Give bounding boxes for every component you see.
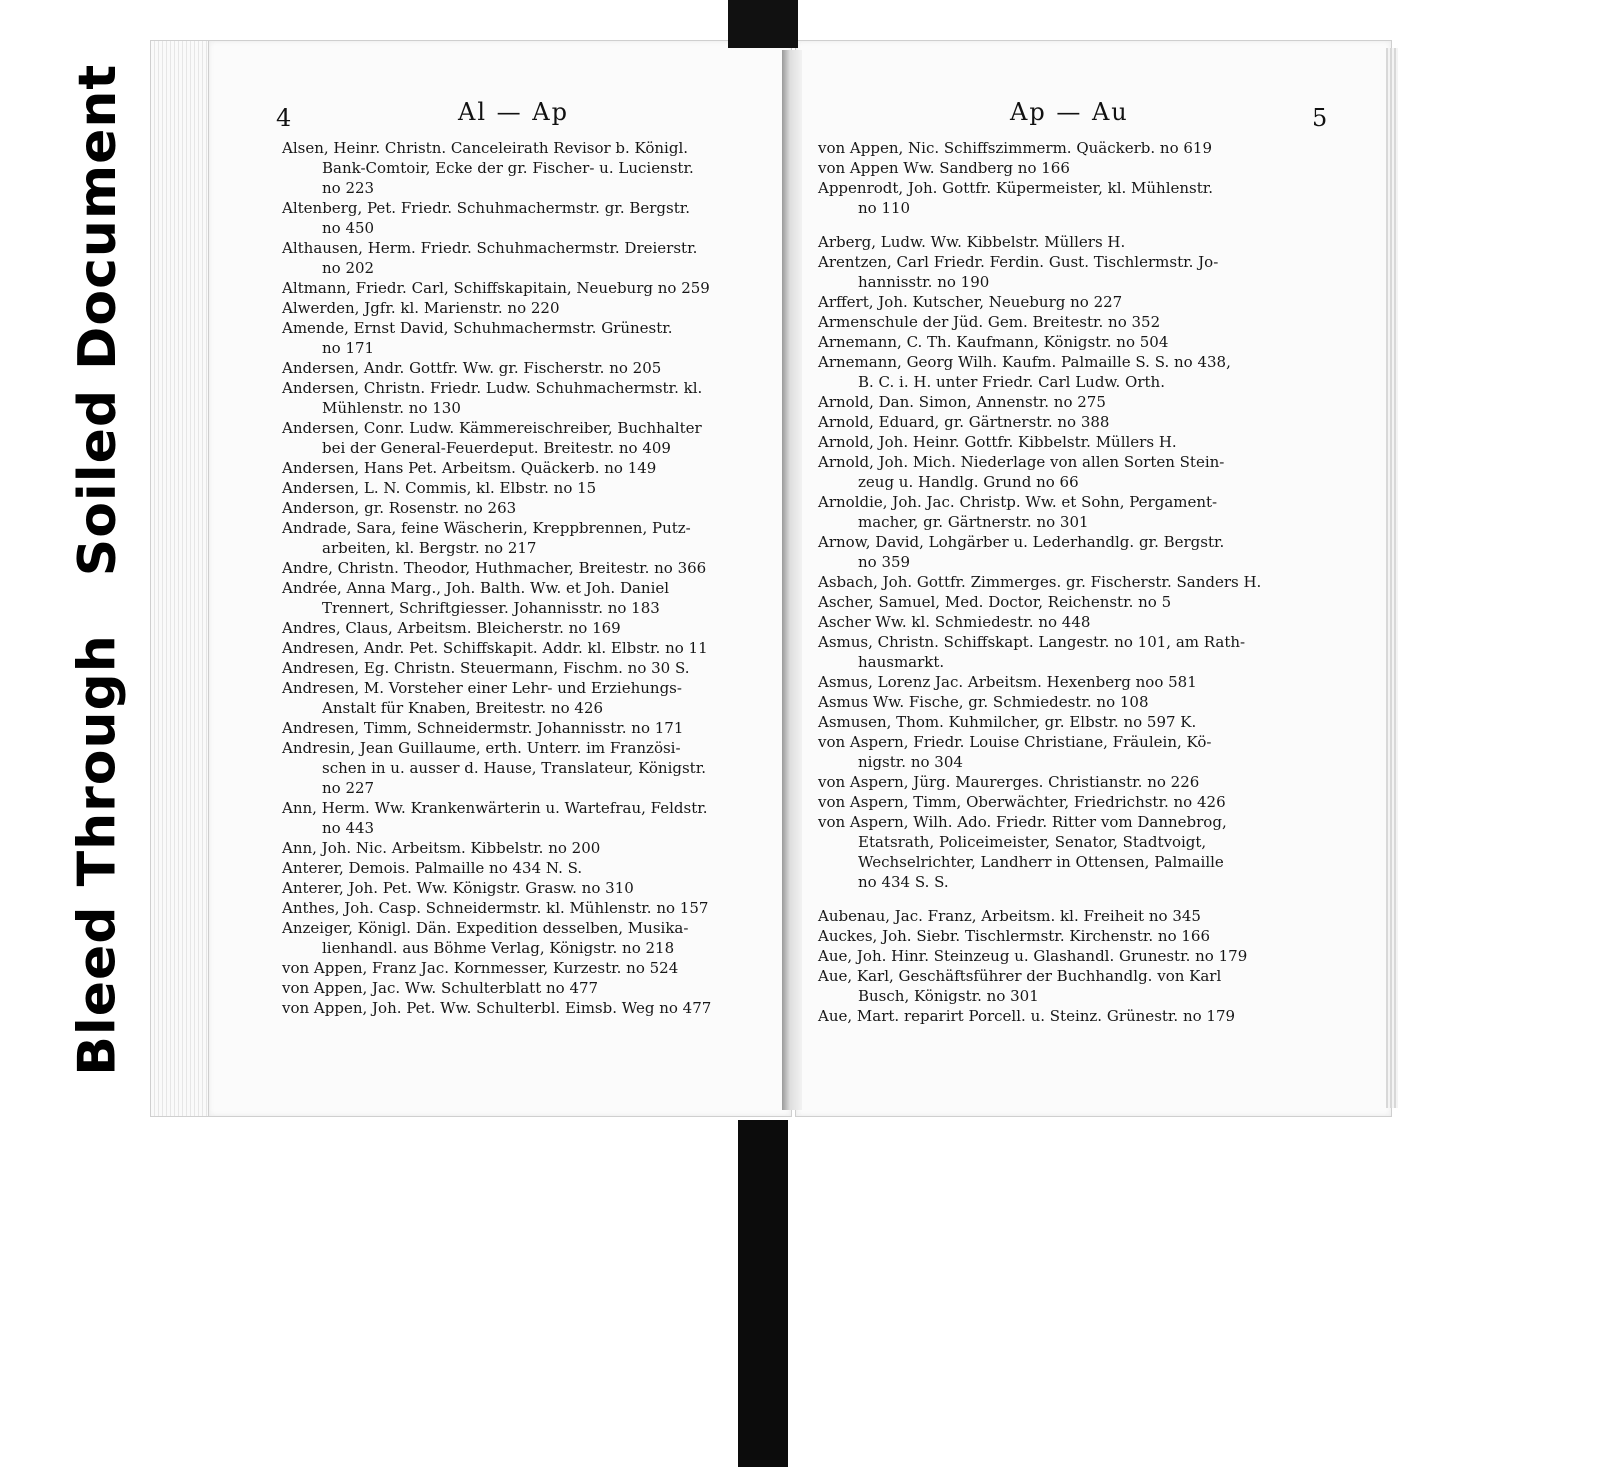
directory-entry: Altmann, Friedr. Carl, Schiffskapitain, Neueburg no 259 <box>282 279 710 297</box>
directory-entry: Amende, Ernst David, Schuhmachermstr. Grünestr. no 171 <box>282 319 673 357</box>
left-page-number: 4 <box>276 104 292 132</box>
directory-entry: Arentzen, Carl Friedr. Ferdin. Gust. Tischlermstr. Jo- hannisstr. no 190 <box>818 253 1219 291</box>
directory-entry: Aubenau, Jac. Franz, Arbeitsm. kl. Freiheit no 345 <box>818 907 1201 925</box>
directory-entry: Andrade, Sara, feine Wäscherin, Kreppbrennen, Putz- arbeiten, kl. Bergstr. no 217 <box>282 519 691 557</box>
directory-entry: Arberg, Ludw. Ww. Kibbelstr. Müllers H. <box>818 233 1126 251</box>
directory-entry: Armenschule der Jüd. Gem. Breitestr. no 352 <box>818 313 1161 331</box>
directory-entry: Andresin, Jean Guillaume, erth. Unterr. im Französi- schen in u. ausser d. Hause, Translateur, Königstr. no 227 <box>282 739 706 797</box>
directory-entry: Arnold, Dan. Simon, Annenstr. no 275 <box>818 393 1106 411</box>
directory-entry: Andersen, Christn. Friedr. Ludw. Schuhmachermstr. kl. Mühlenstr. no 130 <box>282 379 703 417</box>
directory-entry: Andersen, L. N. Commis, kl. Elbstr. no 15 <box>282 479 597 497</box>
directory-entry: Ascher, Samuel, Med. Doctor, Reichenstr. no 5 <box>818 593 1172 611</box>
directory-entry: Aue, Mart. reparirt Porcell. u. Steinz. Grünestr. no 179 <box>818 1007 1236 1025</box>
directory-entry: Anthes, Joh. Casp. Schneidermstr. kl. Mühlenstr. no 157 <box>282 899 709 917</box>
directory-entry: Arffert, Joh. Kutscher, Neueburg no 227 <box>818 293 1123 311</box>
directory-entry: Andresen, Timm, Schneidermstr. Johannisstr. no 171 <box>282 719 684 737</box>
page-edge-right <box>1386 48 1398 1108</box>
soiled-document-label <box>48 60 148 580</box>
directory-entry: Andresen, Eg. Christn. Steuermann, Fischm. no 30 S. <box>282 659 690 677</box>
bleed-through-text: Bleed Through <box>68 634 129 1076</box>
directory-entry: von Aspern, Wilh. Ado. Friedr. Ritter vom Dannebrog, Etatsrath, Policeimeister, Senator, Stadtvoigt, Wechselrichter, Landherr in Ottensen, Palmaille no 434 S. S. <box>818 813 1227 891</box>
directory-entry: Althausen, Herm. Friedr. Schuhmachermstr. Dreierstr. no 202 <box>282 239 698 277</box>
spine-top-strip <box>728 0 798 48</box>
directory-entry: Andresen, Andr. Pet. Schiffskapit. Addr. kl. Elbstr. no 11 <box>282 639 708 657</box>
directory-entry: Aue, Joh. Hinr. Steinzeug u. Glashandl. Grunestr. no 179 <box>818 947 1248 965</box>
right-page-number: 5 <box>1312 104 1328 132</box>
soiled-document-text: Soiled Document <box>68 63 129 577</box>
directory-entry: von Aspern, Jürg. Maurerges. Christianstr. no 226 <box>818 773 1200 791</box>
directory-entry: Andre, Christn. Theodor, Huthmacher, Breitestr. no 366 <box>282 559 707 577</box>
directory-entry: Andres, Claus, Arbeitsm. Bleicherstr. no 169 <box>282 619 621 637</box>
directory-entry: Anzeiger, Königl. Dän. Expedition desselben, Musika- lienhandl. aus Böhme Verlag, Königstr. no 218 <box>282 919 689 957</box>
directory-entry: Arnemann, Georg Wilh. Kaufm. Palmaille S. S. no 438, B. C. i. H. unter Friedr. Carl Ludw. Orth. <box>818 353 1231 391</box>
directory-entry: Arnow, David, Lohgärber u. Lederhandlg. gr. Bergstr. no 359 <box>818 533 1225 571</box>
directory-entry: Andersen, Hans Pet. Arbeitsm. Quäckerb. no 149 <box>282 459 657 477</box>
directory-entry: Auckes, Joh. Siebr. Tischlermstr. Kirchenstr. no 166 <box>818 927 1211 945</box>
directory-entry: Andersen, Conr. Ludw. Kämmereischreiber, Buchhalter bei der General-Feuerdeput. Breitestr. no 409 <box>282 419 702 457</box>
directory-entry: Asmusen, Thom. Kuhmilcher, gr. Elbstr. no 597 K. <box>818 713 1197 731</box>
directory-entry: Anderson, gr. Rosenstr. no 263 <box>282 499 517 517</box>
directory-entry: von Appen, Nic. Schiffszimmerm. Quäckerb. no 619 <box>818 139 1213 157</box>
directory-entry: Andrée, Anna Marg., Joh. Balth. Ww. et Joh. Daniel Trennert, Schriftgiesser. Johannisstr. no 183 <box>282 579 670 617</box>
directory-entry: Andersen, Andr. Gottfr. Ww. gr. Fischerstr. no 205 <box>282 359 662 377</box>
directory-entry: Asbach, Joh. Gottfr. Zimmerges. gr. Fischerstr. Sanders H. <box>818 573 1262 591</box>
directory-entry: von Appen Ww. Sandberg no 166 <box>818 159 1070 177</box>
directory-entry: Arnold, Eduard, gr. Gärtnerstr. no 388 <box>818 413 1110 431</box>
directory-entry: von Aspern, Friedr. Louise Christiane, Fräulein, Kö- nigstr. no 304 <box>818 733 1212 771</box>
directory-entry: von Aspern, Timm, Oberwächter, Friedrichstr. no 426 <box>818 793 1226 811</box>
directory-entry: Anterer, Demois. Palmaille no 434 N. S. <box>282 859 583 877</box>
bleed-through-label <box>48 610 148 1100</box>
directory-entry: Asmus Ww. Fische, gr. Schmiedestr. no 108 <box>818 693 1149 711</box>
directory-entry: von Appen, Jac. Ww. Schulterblatt no 477 <box>282 979 599 997</box>
left-running-head: Al — Ap <box>458 98 569 126</box>
left-directory-column <box>282 138 774 1018</box>
directory-entry: Asmus, Lorenz Jac. Arbeitsm. Hexenberg noo 581 <box>818 673 1197 691</box>
directory-entry: Alsen, Heinr. Christn. Canceleirath Revisor b. Königl. Bank-Comtoir, Ecke der gr. Fischer- u. Lucienstr. no 223 <box>282 139 694 197</box>
right-running-head: Ap — Au <box>1010 98 1129 126</box>
directory-entry: Appenrodt, Joh. Gottfr. Küpermeister, kl. Mühlenstr. no 110 <box>818 179 1214 217</box>
directory-entry: von Appen, Franz Jac. Kornmesser, Kurzestr. no 524 <box>282 959 679 977</box>
directory-entry: Altenberg, Pet. Friedr. Schuhmachermstr. gr. Bergstr. no 450 <box>282 199 691 237</box>
directory-entry: Anterer, Joh. Pet. Ww. Königstr. Grasw. no 310 <box>282 879 634 897</box>
spine-bottom-strip <box>738 1120 788 1467</box>
directory-entry: Ascher Ww. kl. Schmiedestr. no 448 <box>818 613 1091 631</box>
directory-entry: von Appen, Joh. Pet. Ww. Schulterbl. Eimsb. Weg no 477 <box>282 999 712 1017</box>
directory-entry: Arnoldie, Joh. Jac. Christp. Ww. et Sohn, Pergament- macher, gr. Gärtnerstr. no 301 <box>818 493 1218 531</box>
side-labels <box>48 60 148 1100</box>
directory-entry: Arnold, Joh. Mich. Niederlage von allen Sorten Stein- zeug u. Handlg. Grund no 66 <box>818 453 1225 491</box>
directory-entry: Arnold, Joh. Heinr. Gottfr. Kibbelstr. Müllers H. <box>818 433 1177 451</box>
spine-gutter <box>782 50 802 1110</box>
right-directory-column <box>818 138 1312 1026</box>
page-stack-left <box>150 40 212 1117</box>
directory-entry: Asmus, Christn. Schiffskapt. Langestr. no 101, am Rath- hausmarkt. <box>818 633 1246 671</box>
directory-entry: Ann, Herm. Ww. Krankenwärterin u. Wartefrau, Feldstr. no 443 <box>282 799 708 837</box>
directory-entry: Ann, Joh. Nic. Arbeitsm. Kibbelstr. no 200 <box>282 839 601 857</box>
directory-entry: Alwerden, Jgfr. kl. Marienstr. no 220 <box>282 299 560 317</box>
directory-entry: Andresen, M. Vorsteher einer Lehr- und Erziehungs- Anstalt für Knaben, Breitestr. no 426 <box>282 679 682 717</box>
directory-entry: Aue, Karl, Geschäftsführer der Buchhandlg. von Karl Busch, Königstr. no 301 <box>818 967 1222 1005</box>
directory-entry: Arnemann, C. Th. Kaufmann, Königstr. no 504 <box>818 333 1169 351</box>
